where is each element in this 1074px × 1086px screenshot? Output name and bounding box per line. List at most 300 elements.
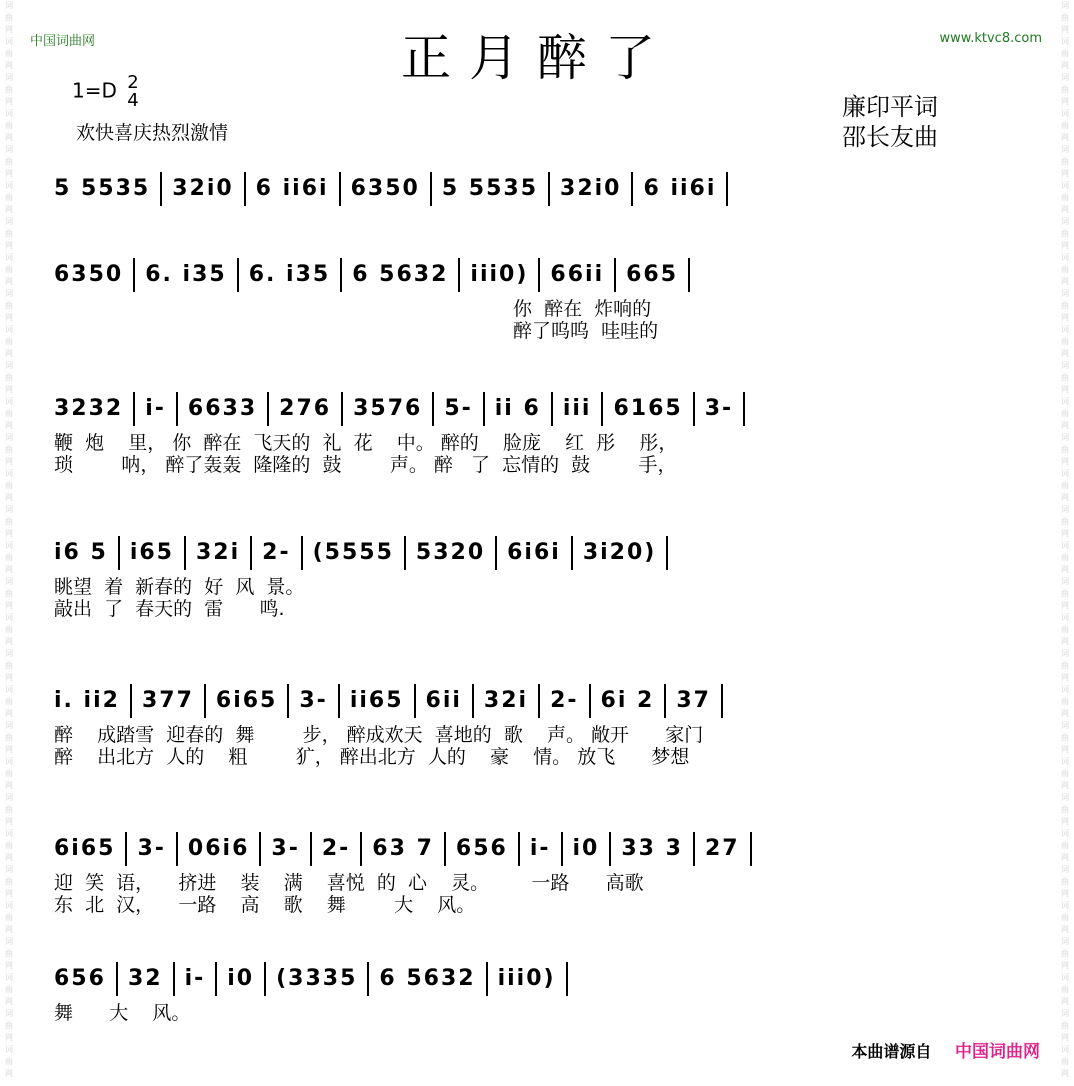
watermark-glyph: 网: [1061, 745, 1069, 754]
watermark-glyph: 网: [1061, 601, 1069, 610]
bar-line: [486, 962, 488, 996]
watermark-glyph: 曲: [1061, 121, 1069, 130]
watermark-glyph: 词: [5, 361, 13, 370]
measure: (3335: [276, 966, 358, 991]
bar-line: [125, 832, 127, 866]
bar-line: [176, 392, 178, 426]
watermark-glyph: 曲: [5, 373, 13, 382]
watermark-glyph: 词: [5, 37, 13, 46]
watermark-glyph: 词: [1061, 37, 1069, 46]
bar-line: [444, 832, 446, 866]
watermark-glyph: 词: [1061, 433, 1069, 442]
measure: 6 5632: [379, 966, 476, 991]
watermark-glyph: 网: [5, 961, 13, 970]
watermark-glyph: 曲: [5, 1021, 13, 1030]
bar-line: [601, 392, 603, 426]
watermark-glyph: 曲: [1061, 661, 1069, 670]
measure: 6 ii6i: [643, 176, 717, 201]
measure: 5320: [415, 540, 486, 565]
bar-line: [538, 258, 540, 292]
bar-line: [301, 536, 303, 570]
watermark-glyph: 曲: [5, 85, 13, 94]
watermark-glyph: 曲: [5, 733, 13, 742]
bar-line: [259, 832, 261, 866]
measure: 32i0: [560, 176, 622, 201]
watermark-glyph: 词: [5, 1, 13, 10]
lyric-line: 敲出 了 春天的 雷 鸣.: [54, 598, 285, 620]
watermark-glyph: 网: [5, 61, 13, 70]
watermark-glyph: 曲: [1061, 1021, 1069, 1030]
watermark-glyph: 词: [1061, 73, 1069, 82]
footer-brand[interactable]: 中国词曲网: [955, 1042, 1040, 1062]
bar-line: [631, 172, 633, 206]
bar-line: [750, 832, 752, 866]
measure: 2-: [321, 836, 351, 861]
watermark-glyph: 词: [1061, 541, 1069, 550]
bar-line: [237, 258, 239, 292]
measure: 3-: [271, 836, 300, 861]
staff-row: [54, 258, 1030, 342]
staff-row: [54, 832, 1030, 916]
watermark-glyph: 网: [1061, 205, 1069, 214]
watermark-glyph: 曲: [5, 157, 13, 166]
measure: 6ii: [425, 688, 462, 713]
watermark-glyph: 网: [1061, 349, 1069, 358]
bar-line: [339, 172, 341, 206]
watermark-glyph: 词: [1061, 1009, 1069, 1018]
measure: 6 5632: [352, 262, 449, 287]
staff-row: [54, 684, 1030, 768]
key-label: 1=D: [72, 78, 117, 103]
bar-line: [264, 962, 266, 996]
measure: 6i65: [215, 688, 278, 713]
lyric-line: 醉 出北方 人的 粗 犷， 醉出北方 人的 豪 情。 放飞 梦想: [54, 746, 690, 768]
watermark-glyph: 词: [1061, 793, 1069, 802]
measure: 6. i35: [248, 262, 331, 287]
watermark-glyph: 网: [5, 565, 13, 574]
bar-line: [367, 962, 369, 996]
measure: 6350: [350, 176, 420, 201]
watermark-glyph: 网: [1061, 241, 1069, 250]
watermark-glyph: 曲: [5, 301, 13, 310]
credits: [842, 92, 938, 152]
watermark-glyph: 词: [1061, 757, 1069, 766]
watermark-glyph: 网: [5, 1069, 13, 1078]
watermark-glyph: 曲: [1061, 697, 1069, 706]
bar-line: [287, 684, 289, 718]
bar-line: [176, 832, 178, 866]
watermark-glyph: 网: [1061, 961, 1069, 970]
watermark-glyph: 词: [5, 577, 13, 586]
watermark-glyph: 网: [5, 997, 13, 1006]
measure: 6350: [54, 262, 124, 287]
watermark-glyph: 词: [1061, 865, 1069, 874]
watermark-glyph: 网: [1061, 781, 1069, 790]
time-top: 2: [127, 72, 139, 93]
staff-row: [54, 536, 1030, 620]
watermark-glyph: 网: [5, 745, 13, 754]
watermark-glyph: 网: [1061, 529, 1069, 538]
watermark-glyph: 网: [5, 349, 13, 358]
watermark-glyph: 网: [1061, 133, 1069, 142]
bar-line: [130, 684, 132, 718]
measure: (5555: [312, 540, 394, 565]
watermark-glyph: 曲: [5, 193, 13, 202]
watermark-glyph: 曲: [5, 661, 13, 670]
watermark-left: [2, 0, 16, 1086]
measure: 32: [127, 966, 163, 991]
watermark-glyph: 词: [5, 253, 13, 262]
key-signature: [72, 74, 139, 110]
watermark-glyph: 词: [1061, 361, 1069, 370]
watermark-glyph: 网: [5, 97, 13, 106]
measure: 6633: [187, 396, 258, 421]
watermark-glyph: 曲: [1061, 733, 1069, 742]
watermark-glyph: 词: [1061, 685, 1069, 694]
bar-line: [173, 962, 175, 996]
watermark-glyph: 词: [5, 649, 13, 658]
bar-line: [244, 172, 246, 206]
measure: 5-: [444, 396, 473, 421]
watermark-glyph: 网: [5, 313, 13, 322]
bar-line: [184, 536, 186, 570]
watermark-glyph: 词: [5, 109, 13, 118]
lyric-line: 琐 呐， 醉了轰轰 隆隆的 鼓 声。 醉 了 忘情的 鼓 手，: [54, 454, 677, 476]
watermark-glyph: 网: [5, 25, 13, 34]
watermark-glyph: 曲: [5, 949, 13, 958]
measure: 3-: [137, 836, 166, 861]
measure: 06i6: [187, 836, 250, 861]
measure: ii65: [349, 688, 404, 713]
watermark-glyph: 曲: [1061, 841, 1069, 850]
measure: 66ii: [550, 262, 605, 287]
bar-line: [561, 832, 563, 866]
bar-line: [693, 832, 695, 866]
watermark-glyph: 词: [1061, 829, 1069, 838]
bar-line: [338, 684, 340, 718]
watermark-glyph: 曲: [5, 229, 13, 238]
watermark-glyph: 曲: [5, 265, 13, 274]
measure: 63 7: [372, 836, 434, 861]
watermark-glyph: 词: [1061, 721, 1069, 730]
measure: i65: [129, 540, 174, 565]
lyric-line: 东 北 汉， 一路 高 歌 舞 大 风。: [54, 894, 476, 916]
notes-line: [54, 536, 1030, 576]
watermark-glyph: 网: [1061, 637, 1069, 646]
watermark-glyph: 曲: [1061, 1057, 1069, 1066]
watermark-glyph: 词: [1061, 505, 1069, 514]
watermark-glyph: 网: [5, 421, 13, 430]
watermark-glyph: 词: [5, 865, 13, 874]
measure: 32i: [483, 688, 529, 713]
measure: 5 5535: [441, 176, 539, 201]
watermark-glyph: 词: [1061, 181, 1069, 190]
measure: 3-: [299, 688, 328, 713]
watermark-glyph: 曲: [5, 805, 13, 814]
watermark-glyph: 词: [5, 397, 13, 406]
watermark-glyph: 曲: [1061, 913, 1069, 922]
watermark-glyph: 曲: [5, 769, 13, 778]
measure: 377: [141, 688, 194, 713]
watermark-glyph: 词: [1061, 325, 1069, 334]
watermark-glyph: 曲: [5, 589, 13, 598]
measure: i0: [227, 966, 255, 991]
watermark-glyph: 网: [5, 169, 13, 178]
staff-row: [54, 392, 1030, 476]
watermark-glyph: 曲: [5, 1057, 13, 1066]
watermark-glyph: 网: [5, 637, 13, 646]
watermark-glyph: 网: [5, 817, 13, 826]
bar-line: [160, 172, 162, 206]
bar-line: [341, 392, 343, 426]
measure: iii0): [497, 966, 556, 991]
time-bottom: 4: [127, 90, 139, 111]
bar-line: [495, 536, 497, 570]
watermark-glyph: 网: [1061, 97, 1069, 106]
bar-line: [116, 962, 118, 996]
watermark-glyph: 网: [5, 277, 13, 286]
mood-text: 欢快喜庆热烈激情: [76, 122, 229, 144]
watermark-glyph: 词: [5, 757, 13, 766]
staff-row: [54, 172, 1030, 212]
watermark-glyph: 词: [1061, 397, 1069, 406]
site-url-right[interactable]: www.ktvc8.com: [939, 31, 1042, 46]
watermark-glyph: 曲: [1061, 445, 1069, 454]
watermark-glyph: 词: [5, 613, 13, 622]
bar-line: [267, 392, 269, 426]
measure: i-: [184, 966, 206, 991]
watermark-glyph: 词: [5, 901, 13, 910]
watermark-glyph: 曲: [5, 49, 13, 58]
watermark-glyph: 曲: [5, 877, 13, 886]
time-signature: [127, 74, 138, 110]
watermark-glyph: 网: [5, 601, 13, 610]
measure: 3-: [704, 396, 734, 421]
bar-line: [566, 962, 568, 996]
watermark-glyph: 网: [5, 205, 13, 214]
bar-line: [360, 832, 362, 866]
watermark-glyph: 网: [5, 709, 13, 718]
watermark-glyph: 网: [1061, 1033, 1069, 1042]
watermark-glyph: 词: [5, 505, 13, 514]
watermark-glyph: 词: [1061, 1, 1069, 10]
measure: iii: [562, 396, 592, 421]
watermark-glyph: 曲: [1061, 49, 1069, 58]
watermark-glyph: 词: [5, 1009, 13, 1018]
watermark-glyph: 词: [5, 145, 13, 154]
watermark-glyph: 网: [5, 853, 13, 862]
bar-line: [118, 536, 120, 570]
watermark-glyph: 词: [5, 325, 13, 334]
watermark-glyph: 网: [5, 781, 13, 790]
watermark-glyph: 词: [1061, 289, 1069, 298]
watermark-glyph: 网: [1061, 853, 1069, 862]
watermark-glyph: 曲: [1061, 229, 1069, 238]
watermark-glyph: 网: [1061, 997, 1069, 1006]
measure: 6i6i: [507, 540, 561, 565]
watermark-glyph: 网: [5, 529, 13, 538]
watermark-glyph: 词: [5, 469, 13, 478]
bar-line: [571, 536, 573, 570]
watermark-glyph: 曲: [5, 481, 13, 490]
watermark-glyph: 曲: [1061, 877, 1069, 886]
watermark-glyph: 词: [1061, 109, 1069, 118]
watermark-glyph: 曲: [1061, 985, 1069, 994]
measure: i0: [572, 836, 600, 861]
watermark-glyph: 词: [1061, 901, 1069, 910]
watermark-glyph: 词: [5, 73, 13, 82]
watermark-glyph: 曲: [5, 625, 13, 634]
watermark-glyph: 词: [5, 181, 13, 190]
measure: 3232: [54, 396, 124, 421]
watermark-glyph: 曲: [1061, 301, 1069, 310]
bar-line: [538, 684, 540, 718]
watermark-glyph: 词: [5, 289, 13, 298]
watermark-glyph: 曲: [1061, 265, 1069, 274]
watermark-glyph: 网: [1061, 385, 1069, 394]
bar-line: [726, 172, 728, 206]
measure: i. ii2: [54, 688, 120, 713]
watermark-glyph: 网: [1061, 673, 1069, 682]
footer-source-label: 本曲谱源自: [851, 1042, 932, 1061]
watermark-glyph: 词: [5, 685, 13, 694]
measure: 665: [626, 262, 679, 287]
watermark-glyph: 词: [1061, 937, 1069, 946]
measure: iii0): [470, 262, 529, 287]
watermark-glyph: 网: [5, 493, 13, 502]
watermark-glyph: 曲: [1061, 481, 1069, 490]
lyric-line: 眺望 着 新春的 好 风 景。: [54, 576, 305, 598]
watermark-glyph: 曲: [5, 985, 13, 994]
measure: 656: [54, 966, 106, 991]
bar-line: [250, 536, 252, 570]
watermark-glyph: 网: [1061, 817, 1069, 826]
measure: 3576: [353, 396, 423, 421]
watermark-glyph: 词: [5, 541, 13, 550]
notes-line: [54, 392, 1030, 432]
watermark-glyph: 网: [1061, 61, 1069, 70]
measure: 6i65: [54, 836, 116, 861]
watermark-glyph: 网: [1061, 1069, 1069, 1078]
watermark-glyph: 曲: [5, 409, 13, 418]
notes-line: [54, 684, 1030, 724]
watermark-glyph: 网: [5, 673, 13, 682]
bar-line: [430, 172, 432, 206]
watermark-glyph: 词: [1061, 613, 1069, 622]
watermark-glyph: 词: [5, 829, 13, 838]
watermark-glyph: 网: [5, 925, 13, 934]
bar-line: [472, 684, 474, 718]
watermark-glyph: 词: [1061, 469, 1069, 478]
watermark-glyph: 曲: [5, 913, 13, 922]
composer: 邵长友曲: [842, 123, 938, 151]
bar-line: [518, 832, 520, 866]
lyric-line: 鞭 炮 里， 你 醉在 飞天的 礼 花 中。 醉的 脸庞 红 彤 彤，: [54, 432, 678, 454]
bar-line: [721, 684, 723, 718]
lyricist: 廉印平词: [842, 93, 938, 121]
watermark-glyph: 网: [5, 241, 13, 250]
bar-line: [664, 684, 666, 718]
bar-line: [414, 684, 416, 718]
bar-line: [743, 392, 745, 426]
watermark-glyph: 词: [5, 973, 13, 982]
bar-line: [548, 172, 550, 206]
bar-line: [483, 392, 485, 426]
bar-line: [133, 258, 135, 292]
watermark-glyph: 曲: [1061, 193, 1069, 202]
watermark-glyph: 曲: [1061, 517, 1069, 526]
watermark-glyph: 曲: [1061, 373, 1069, 382]
lyric-line: 你 醉在 炸响的: [54, 298, 652, 320]
measure: 5 5535: [54, 176, 151, 201]
watermark-glyph: 曲: [5, 337, 13, 346]
watermark-glyph: 曲: [1061, 157, 1069, 166]
watermark-glyph: 网: [1061, 25, 1069, 34]
bar-line: [404, 536, 406, 570]
watermark-right: [1058, 0, 1072, 1086]
watermark-glyph: 网: [1061, 493, 1069, 502]
bar-line: [204, 684, 206, 718]
bar-line: [693, 392, 695, 426]
watermark-glyph: 词: [1061, 577, 1069, 586]
lyric-line: 醉了呜呜 哇哇的: [54, 320, 659, 342]
site-name-left[interactable]: 中国词曲网: [30, 34, 96, 49]
measure: 3i20): [582, 540, 657, 565]
measure: ii 6: [494, 396, 541, 421]
measure: i-: [529, 836, 551, 861]
measure: 2-: [262, 540, 291, 565]
bar-line: [688, 258, 690, 292]
bar-line: [432, 392, 434, 426]
watermark-glyph: 曲: [1061, 13, 1069, 22]
measure: i-: [145, 396, 166, 421]
watermark-glyph: 网: [5, 133, 13, 142]
watermark-glyph: 网: [1061, 169, 1069, 178]
watermark-glyph: 网: [1061, 457, 1069, 466]
bar-line: [609, 832, 611, 866]
watermark-glyph: 网: [1061, 709, 1069, 718]
measure: 27: [704, 836, 740, 861]
bar-line: [458, 258, 460, 292]
song-title: 正月醉了: [401, 29, 673, 87]
footer: [851, 1037, 1040, 1062]
watermark-glyph: 曲: [5, 445, 13, 454]
watermark-glyph: 曲: [1061, 553, 1069, 562]
measure: 6165: [613, 396, 683, 421]
measure: 33 3: [621, 836, 683, 861]
measure: 32i0: [172, 176, 234, 201]
watermark-glyph: 词: [5, 433, 13, 442]
bar-line: [340, 258, 342, 292]
watermark-glyph: 网: [1061, 277, 1069, 286]
watermark-glyph: 网: [5, 1033, 13, 1042]
watermark-glyph: 曲: [1061, 949, 1069, 958]
lyric-line: 迎 笑 语， 挤进 装 满 喜悦 的 心 灵。 一路 高歌: [54, 872, 644, 894]
notes-line: [54, 258, 1030, 298]
watermark-glyph: 词: [5, 721, 13, 730]
watermark-glyph: 曲: [1061, 625, 1069, 634]
measure: 276: [279, 396, 332, 421]
watermark-glyph: 曲: [5, 13, 13, 22]
watermark-glyph: 网: [1061, 565, 1069, 574]
watermark-glyph: 网: [1061, 925, 1069, 934]
notes-line: [54, 962, 1030, 1002]
watermark-glyph: 词: [5, 217, 13, 226]
watermark-glyph: 曲: [5, 121, 13, 130]
watermark-glyph: 曲: [5, 697, 13, 706]
bar-line: [551, 392, 553, 426]
measure: 2-: [550, 688, 579, 713]
